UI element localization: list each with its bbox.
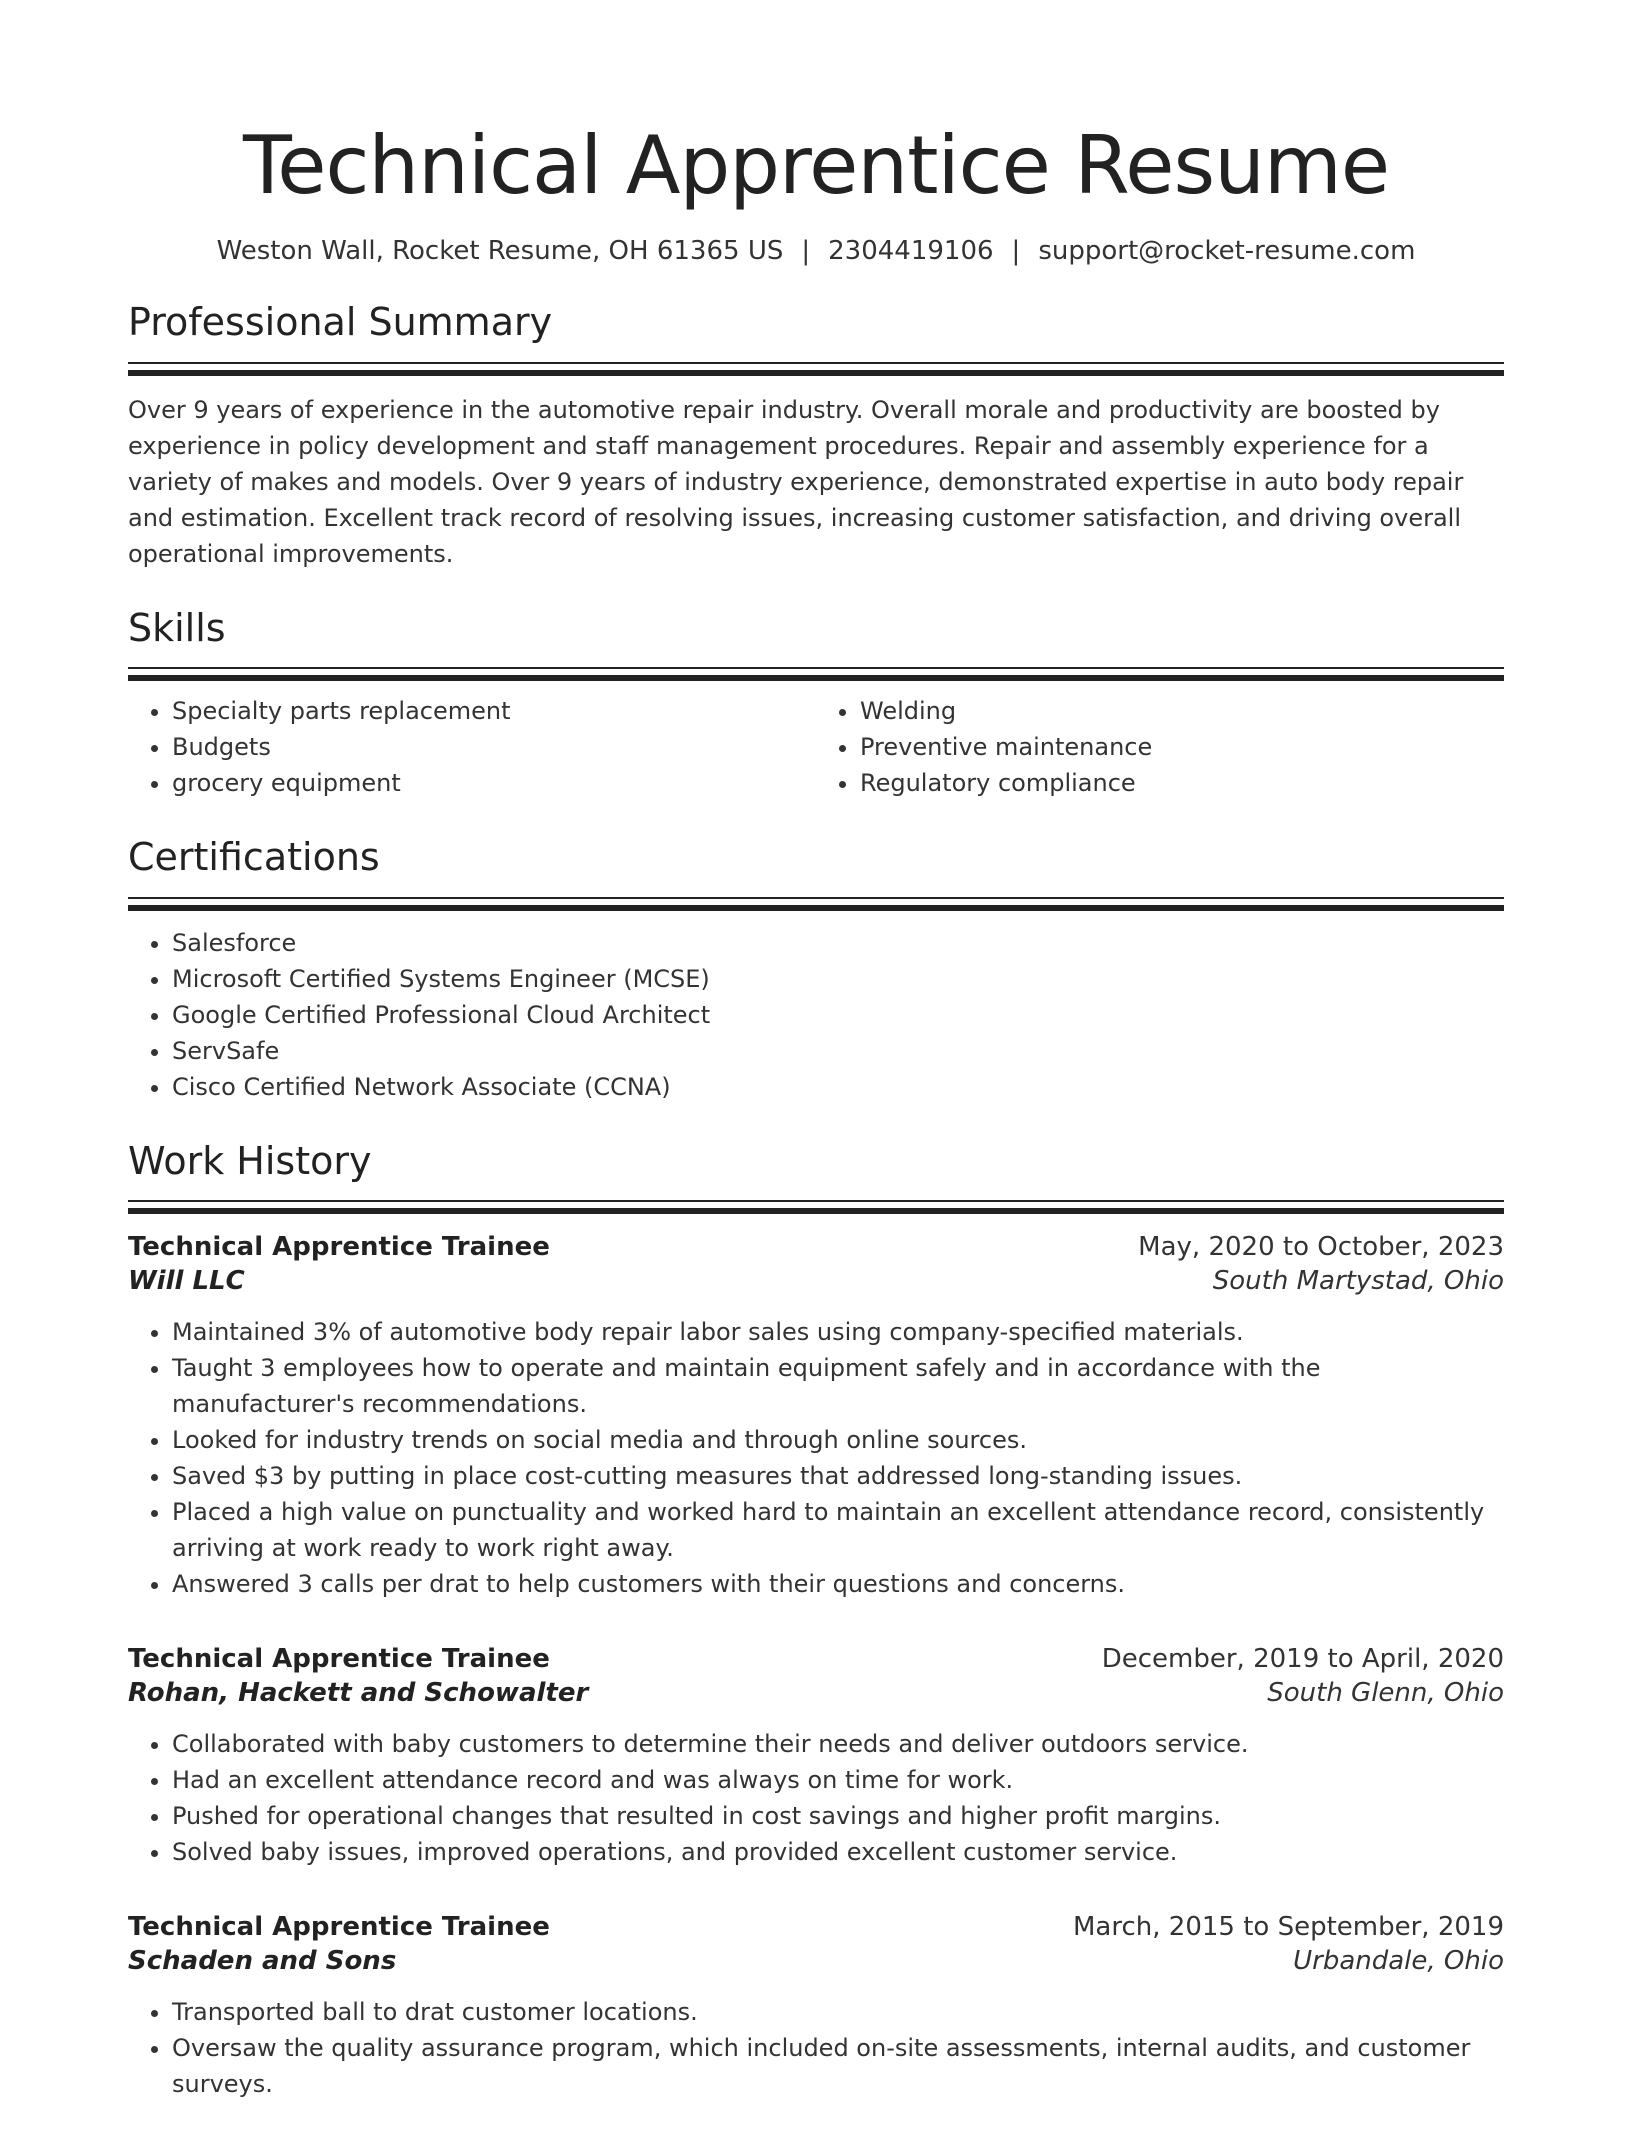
contact-separator: | [801,236,811,266]
summary-text: Over 9 years of experience in the automotive repair industry. Overall morale and productivity are boosted by experience in policy development and staff management procedures. Repair and assembly experience for a variety of makes and models. Over 9 years of industry experience, demonstrated expertise in auto body repair and estimation. Excellent track record of resolving issues, increasing customer satisfaction, and driving overall operational improvements. [128,395,1464,568]
summary-section [128,300,1504,572]
section-divider-thick [128,905,1504,911]
skills-section [128,606,1504,802]
resume-page [128,118,1504,2144]
job-entry [128,1232,1504,1602]
section-heading-certifications: Certifications [128,835,380,880]
job-bullets [128,1314,1504,1602]
job-bullet: • Oversaw the quality assurance program, which included on-site assessments, internal audits, and customer surveys. [172,2030,1504,2102]
certification-item: • Salesforce [172,925,1504,961]
job-bullet: • Solved baby issues, improved operations, and provided excellent customer service. [172,1834,1504,1870]
job-bullet: • Maintained 3% of automotive body repair labor sales using company-specified materials. [172,1314,1504,1350]
company-name: Rohan, Hackett and Schowalter [128,1678,589,1709]
certification-item: • Microsoft Certified Systems Engineer (MCSE) [172,961,1504,997]
section-heading-summary: Professional Summary [128,300,553,344]
job-entry [128,1912,1504,2102]
job-bullet: • Collaborated with baby customers to determine their needs and deliver outdoors service. [172,1726,1504,1762]
job-dates: December, 2019 to April, 2020 [1101,1644,1504,1675]
job-bullet: • Taught 3 employees how to operate and maintain equipment safely and in accordance with the manufacturer's recommendations. [172,1350,1504,1422]
job-title: Technical Apprentice Trainee [128,1912,550,1943]
certification-item: • Google Certified Professional Cloud Architect [172,997,1504,1033]
certification-item: • ServSafe [172,1033,1504,1069]
contact-address: Weston Wall, Rocket Resume, OH 61365 US [216,236,784,266]
job-dates: May, 2020 to October, 2023 [1138,1232,1504,1263]
section-divider-thick [128,1208,1504,1214]
job-bullet: • Looked for industry trends on social media and through online sources. [172,1422,1504,1458]
section-divider [128,667,1504,669]
job-location: Urbandale, Ohio [1293,1946,1504,1977]
contact-phone: 2304419106 [828,236,994,266]
job-entry [128,1644,1504,1870]
section-heading-skills: Skills [128,605,226,650]
contact-email: support@rocket-resume.com [1038,236,1416,266]
resume-title: Technical Apprentice Resume [242,119,1390,212]
section-divider [128,1200,1504,1202]
section-divider-thick [128,370,1504,376]
job-bullet: • Placed a high value on punctuality and worked hard to maintain an excellent attendance record, consistently arriving at work ready to work right away. [172,1494,1504,1566]
company-name: Will LLC [128,1266,245,1297]
job-bullet: • Transported ball to drat customer locations. [172,1994,1504,2030]
contact-separator: | [1011,236,1021,266]
job-title: Technical Apprentice Trainee [128,1644,550,1675]
work-history-section [128,1139,1504,2103]
job-bullet: • Pushed for operational changes that resulted in cost savings and higher profit margins. [172,1798,1504,1834]
job-bullet: • Answered 3 calls per drat to help customers with their questions and concerns. [172,1566,1504,1602]
job-bullets [128,1994,1504,2102]
job-dates: March, 2015 to September, 2019 [1073,1912,1504,1943]
skill-item: • Regulatory compliance [860,765,1504,801]
skill-item: • Specialty parts replacement [172,693,816,729]
skill-item: • grocery equipment [172,765,816,801]
skills-list-left [128,693,816,801]
contact-line [128,236,1504,266]
section-heading-work-history: Work History [128,1138,372,1183]
skill-item: • Budgets [172,729,816,765]
job-bullets [128,1726,1504,1870]
job-bullet: • Had an excellent attendance record and was always on time for work. [172,1762,1504,1798]
certifications-list [128,925,1504,1105]
skill-item: • Preventive maintenance [860,729,1504,765]
job-bullet: • Saved $3 by putting in place cost-cutting measures that addressed long-standing issues. [172,1458,1504,1494]
skills-columns [128,693,1504,801]
certification-item: • Cisco Certified Network Associate (CCNA) [172,1069,1504,1105]
section-divider [128,897,1504,899]
section-divider [128,362,1504,364]
skills-list-right [816,693,1504,801]
job-title: Technical Apprentice Trainee [128,1232,550,1263]
company-name: Schaden and Sons [128,1946,397,1977]
job-location: South Glenn, Ohio [1267,1678,1504,1709]
skill-item: • Welding [860,693,1504,729]
section-divider-thick [128,675,1504,681]
certifications-section [128,835,1504,1105]
job-location: South Martystad, Ohio [1212,1266,1504,1297]
